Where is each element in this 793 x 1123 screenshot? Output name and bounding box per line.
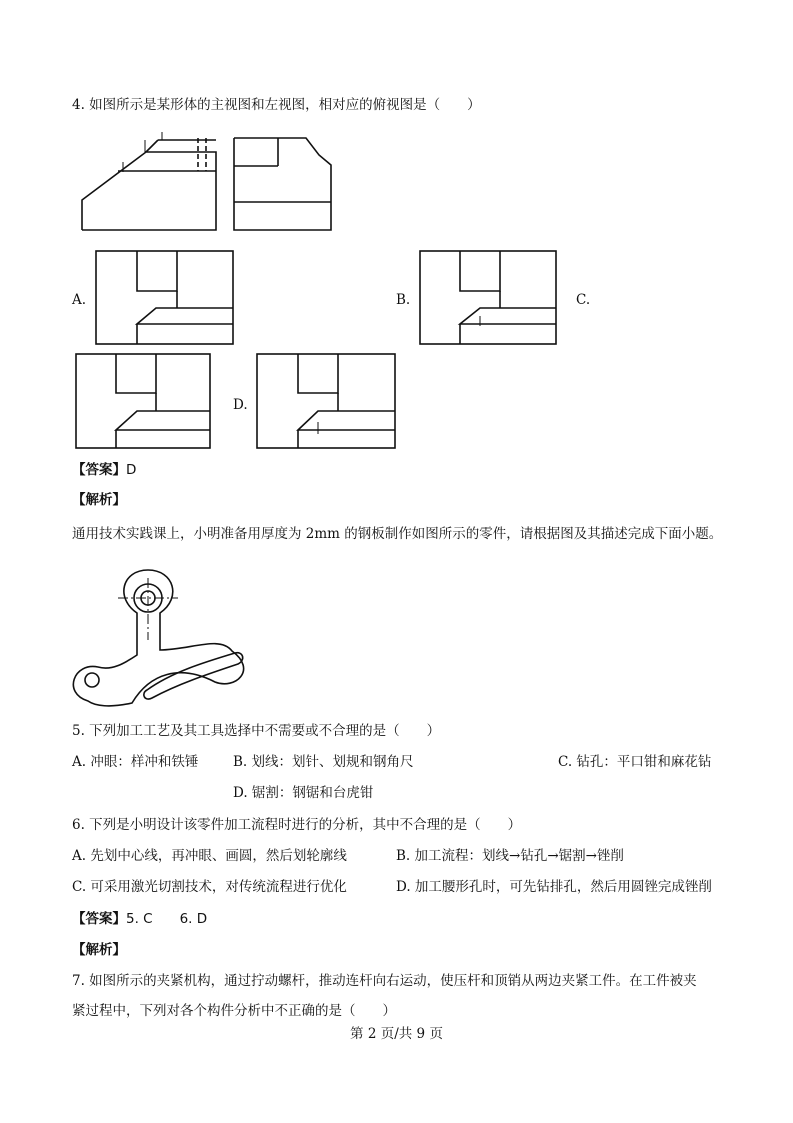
q6-stem: 6. 下列是小明设计该零件加工流程时进行的分析，其中不合理的是（ ） (72, 817, 522, 833)
q5-option-a[interactable]: A. 冲眼：样冲和铁锤 (72, 754, 199, 770)
q6-option-b[interactable]: B. 加工流程：划线→钻孔→锯割→锉削 (396, 848, 624, 864)
q7-stem-line2: 紧过程中，下列对各个构件分析中不正确的是（ ） (72, 1003, 396, 1019)
q5-option-d[interactable]: D. 锯割：钢锯和台虎钳 (233, 785, 374, 801)
q4-stem: 4. 如图所示是某形体的主视图和左视图，相对应的俯视图是（ ） (72, 97, 481, 113)
answer-value: 5. C 6. D (126, 911, 208, 927)
q5-option-c[interactable]: C. 钻孔：平口钳和麻花钻 (558, 754, 712, 770)
q56-analysis-tag: 【解析】 (72, 942, 126, 958)
q6-option-a[interactable]: A. 先划中心线，再冲眼、画圆，然后划轮廓线 (72, 848, 347, 864)
q5-option-b[interactable]: B. 划线：划针、划规和钢角尺 (233, 754, 414, 770)
answer-value: D (126, 462, 137, 478)
q4-analysis-tag: 【解析】 (72, 492, 126, 508)
q56-answer (72, 910, 207, 928)
q6-option-d[interactable]: D. 加工腰形孔时，可先钻排孔，然后用圆锉完成锉削 (396, 879, 712, 895)
q5-stem: 5. 下列加工工艺及其工具选择中不需要或不合理的是（ ） (72, 723, 441, 739)
option-b-label[interactable]: B. (396, 292, 411, 308)
answer-tag: 【答案】 (72, 911, 126, 927)
answer-tag: 【答案】 (72, 462, 126, 478)
page-footer: 第 2 页/共 9 页 (350, 1026, 443, 1042)
option-c-label[interactable]: C. (576, 292, 591, 308)
passage-text: 通用技术实践课上，小明准备用厚度为 2mm 的钢板制作如图所示的零件，请根据图及其描述完成下面小题。 (72, 526, 723, 542)
q7-stem-line1: 7. 如图所示的夹紧机构，通过拧动螺杆，推动连杆向右运动，使压杆和顶销从两边夹紧工件。在工件被夹 (72, 973, 697, 989)
option-d-label[interactable]: D. (233, 397, 248, 413)
option-a-label[interactable]: A. (72, 292, 87, 308)
q6-option-c[interactable]: C. 可采用激光切割技术，对传统流程进行优化 (72, 879, 347, 895)
